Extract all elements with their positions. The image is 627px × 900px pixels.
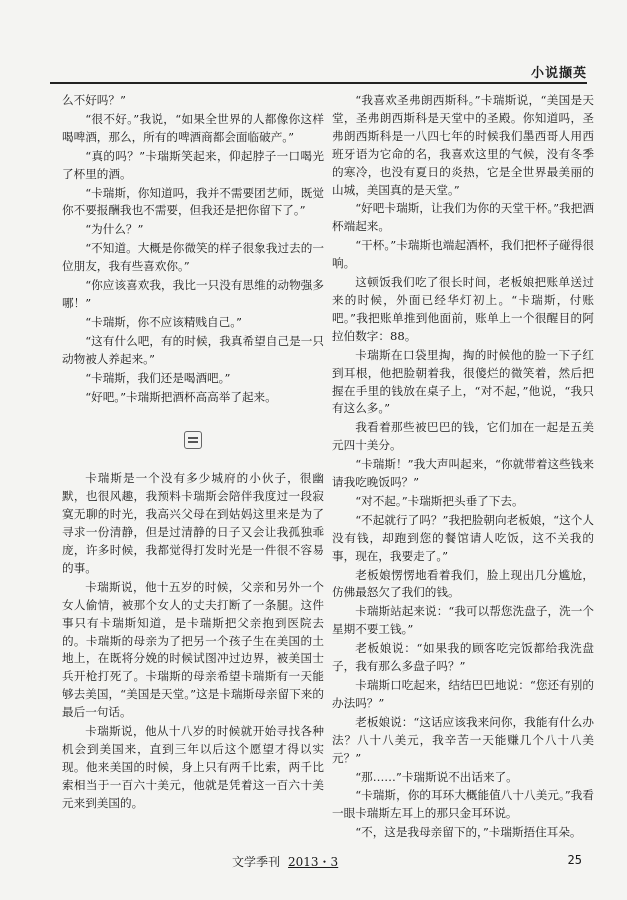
paragraph: 卡瑞斯在口袋里掏，掏的时候他的脸一下子红到耳根，他把脸朝着我，很傻烂的微笑着，然后把握在手里的钱放在桌子上，“对不起，”他说，“我只有这么多。” — [332, 347, 594, 416]
paragraph: “那……”卡瑞斯说不出话来了。 — [355, 769, 518, 784]
paragraph: “真的吗？”卡瑞斯笑起来，仰起脖子一口喝光了杯里的酒。 — [62, 148, 324, 181]
left-column — [62, 92, 324, 814]
paragraph: “很不好。”我说，“如果全世界的人都像你这样喝啤酒，那么，所有的啤酒商都会面临破产。” — [62, 111, 324, 144]
right-column — [332, 92, 594, 843]
header-rule — [50, 82, 587, 84]
paragraph: “对不起。”卡瑞斯把头垂了下去。 — [355, 493, 524, 508]
paragraph: “好吧卡瑞斯，让我们为你的天堂干杯。”我把酒杯端起来。 — [332, 201, 594, 234]
page-footer — [0, 853, 627, 871]
issue-number: 2013・3 — [288, 855, 339, 869]
paragraph: “卡瑞斯，你不应该精贱自己。” — [85, 314, 242, 329]
paragraph: “我喜欢圣弗朗西斯科。”卡瑞斯说，“美国是天堂，圣弗朗西斯科是天堂中的圣殿。你知道吗，圣弗朗西斯科是一八四七年的时候我们墨西哥人用西班牙语为它命的名，我喜欢这里的气候，没有冬季的寒冷，也没有夏日的炎热，它是全世界最美丽的山城，美国真的是天堂。” — [332, 93, 594, 197]
left-column-bottom-text — [62, 470, 324, 812]
paragraph: 老板娘说：“如果我的顾客吃完饭都给我洗盘子，我有那么多盘子吗？” — [332, 641, 594, 674]
paragraph: 卡瑞斯站起来说：“我可以帮您洗盘子，洗一个星期不要工钱。” — [332, 604, 594, 637]
paragraph: “卡瑞斯，你的耳环大概能值八十八美元。”我看一眼卡瑞斯左耳上的那只金耳环说。 — [332, 788, 594, 821]
paragraph: “好吧。”卡瑞斯把酒杯高高举了起来。 — [85, 389, 277, 404]
magazine-title: 文学季刊 — [232, 855, 281, 869]
paragraph: 老板娘愣愣地看着我们，脸上现出几分尴尬，仿佛最怒欠了我们的钱。 — [332, 567, 594, 600]
paragraph: “卡瑞斯，我们还是喝酒吧。” — [85, 370, 231, 385]
paragraph: “不起就行了吗？”我把脸朝向老板娘，“这个人没有钱，却跑到您的餐馆请人吃饭，这不关我的事，现在，我要走了。” — [332, 512, 594, 563]
paragraph: “不知道。大概是你微笑的样子很象我过去的一位朋友，我有些喜欢你。” — [62, 241, 324, 274]
section-title: 小说撷英 — [530, 66, 587, 81]
paragraph: “干杯。”卡瑞斯也端起酒杯，我们把杯子碰得很响。 — [332, 238, 594, 271]
page-number: 25 — [567, 853, 582, 867]
paragraph: 么不好吗？” — [62, 93, 126, 107]
paragraph: “这有什么吧，有的时候，我真希望自己是一只动物被人养起来。” — [62, 333, 324, 366]
paragraph: 卡瑞斯说，他从十八岁的时候就开始寻找各种机会到美国来，直到三年以后这个愿望才得以实现。他来美国的时候，身上只有两千比索，两千比索相当于一百六十美元，他就是凭着这一百六十美元来到美国的。 — [62, 724, 324, 810]
paragraph: “卡瑞斯，你知道吗，我并不需要团艺师，既觉你不要报酬我也不需要，但我还是把你留下了。” — [62, 185, 324, 218]
paragraph: “你应该喜欢我，我比一只没有思维的动物强多哪！” — [62, 278, 324, 310]
paragraph: 老板娘说：“这话应该我来问你，我能有什么办法？八十八美元，我辛苦一天能赚几个八十八美元？” — [332, 714, 594, 765]
paragraph: “为什么？” — [85, 222, 144, 237]
ornament-icon — [184, 431, 202, 449]
right-column-text — [332, 92, 594, 842]
paragraph: “卡瑞斯！”我大声叫起来，“你就带着这些钱来请我吃晚饭吗？” — [332, 457, 594, 490]
paragraph: 卡瑞斯口吃起来，结结巴巴地说：“您还有别的办法吗？” — [332, 678, 594, 710]
paragraph: “不，这是我母亲留下的，”卡瑞斯捂住耳朵。 — [355, 825, 582, 840]
left-column-top-text — [62, 92, 324, 406]
footer-magazine — [232, 853, 338, 870]
paragraph: 卡瑞斯是一个没有多少城府的小伙子，很幽默，也很风趣，我预料卡瑞斯会陪伴我度过一段寂寞无聊的时光，我高兴父母在到姑妈这里来是为了寻求一份清静，但是过清静的日子又会让我孤独乖庞，许多时候，我都觉得打发时光是一件很不容易的事。 — [62, 471, 324, 575]
paragraph: 这顿饭我们吃了很长时间，老板娘把账单送过来的时候，外面已经华灯初上。“卡瑞斯，付账吧。”我把账单推到他面前，账单上一个很醒目的阿拉伯数字：88。 — [332, 275, 594, 343]
paragraph: 卡瑞斯说，他十五岁的时候，父亲和另外一个女人偷情，被那个女人的丈夫打断了一条腿。这件事只有卡瑞斯知道，是卡瑞斯把父亲抱到医院去的。卡瑞斯的母亲为了把另一个孩子生在美国的土地上，在既将分娩的时候试图冲过边界，被美国士兵开枪打死了。卡瑞斯的母亲希望卡瑞斯有一天能够去美国，“美国是天堂。”这是卡瑞斯母亲留下来的最后一句话。 — [62, 579, 324, 720]
paragraph: 我看着那些被巴巴的钱，它们加在一起是五美元四十美分。 — [332, 420, 594, 453]
section-divider — [62, 420, 324, 460]
